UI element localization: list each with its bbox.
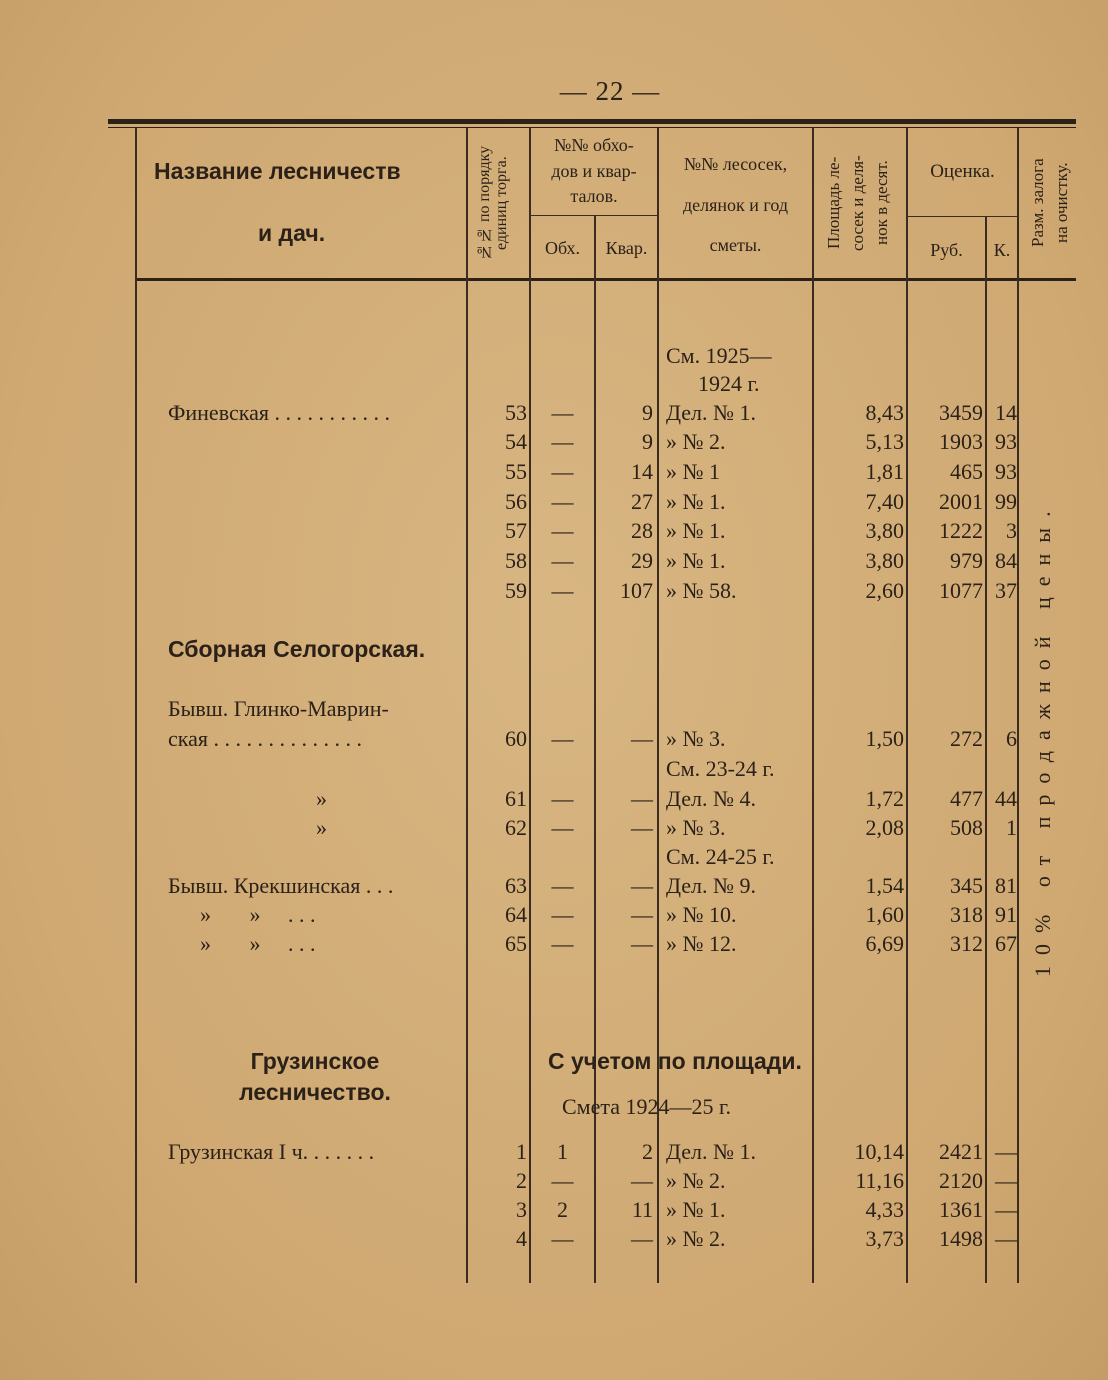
- col-divider-lesosek: [812, 128, 814, 1283]
- header-area-line3: нок в десят.: [872, 160, 891, 246]
- row-kvartal: —: [631, 873, 653, 898]
- row-rub: 272: [950, 726, 983, 751]
- header-rule: [136, 278, 1076, 281]
- row-kop: 93: [995, 429, 1017, 454]
- note-smeta-1924-25: Смета 1924—25 г.: [562, 1094, 732, 1119]
- header-subrule-ocenka: [908, 216, 1017, 217]
- row-lesoseka: » № 1.: [666, 489, 726, 514]
- zalog-value: 10% от продажной цены.: [1030, 500, 1055, 977]
- header-ocenka: Оценка.: [930, 161, 995, 182]
- row-rub: 345: [950, 873, 983, 898]
- row-kop: 44: [995, 786, 1017, 811]
- row-kop: 93: [995, 459, 1017, 484]
- row-rub: 1361: [939, 1197, 983, 1222]
- header-order-line2: единиц торга.: [493, 156, 510, 250]
- row-lesoseka: » № 58.: [666, 578, 737, 603]
- note-uchet-po-ploshchadi: С учетом по площади.: [548, 1048, 802, 1074]
- section-gruzinskaya-1: Грузинская I ч. . . . . . .: [168, 1139, 375, 1164]
- row-number: 56: [505, 489, 527, 514]
- note-smeta-24-25: См. 24-25 г.: [666, 844, 775, 869]
- row-area: 3,73: [865, 1226, 904, 1251]
- header-kvar: Квар.: [605, 238, 648, 258]
- header-name-line2: и дач.: [258, 220, 326, 246]
- row-kvartal: 29: [631, 548, 653, 573]
- table-border-left: [135, 128, 137, 1283]
- row-number: 4: [516, 1226, 527, 1251]
- row-obhod: —: [551, 548, 574, 573]
- row-obhod: —: [551, 902, 574, 927]
- row-number: 59: [505, 578, 527, 603]
- row-kop: —: [995, 1226, 1017, 1251]
- row-kop: 81: [995, 873, 1017, 898]
- header-name-line1: Название лесничеств: [154, 158, 401, 184]
- row-kop: 99: [995, 489, 1017, 514]
- row-obhod: —: [551, 400, 574, 425]
- row-lesoseka: » № 1.: [666, 548, 726, 573]
- row-kop: 37: [995, 578, 1017, 603]
- col-divider-kop: [1017, 128, 1019, 1283]
- section-krekshinskaya: Бывш. Крекшинская . . .: [168, 873, 394, 898]
- row-rub: 3459: [939, 400, 983, 425]
- row-area: 1,72: [865, 786, 904, 811]
- row-kvartal: 28: [631, 518, 653, 543]
- row-kvartal: 27: [631, 489, 653, 514]
- top-rule-thin: [108, 127, 1076, 128]
- row-obhod: —: [551, 459, 574, 484]
- section-ditto-62: »: [316, 815, 327, 840]
- row-kop: —: [995, 1139, 1017, 1164]
- row-number: 65: [505, 931, 527, 956]
- row-obhod: —: [551, 429, 574, 454]
- row-rub: 1222: [939, 518, 983, 543]
- header-lesosek-line3: сметы.: [709, 235, 762, 255]
- header-kop: К.: [993, 240, 1011, 260]
- row-area: 2,08: [865, 815, 904, 840]
- header-order: [476, 132, 522, 274]
- row-area: 5,13: [865, 429, 904, 454]
- row-rub: 465: [950, 459, 983, 484]
- row-obhod: —: [551, 1168, 574, 1193]
- row-kvartal: 9: [642, 429, 653, 454]
- row-kvartal: —: [631, 786, 653, 811]
- row-area: 6,69: [865, 931, 904, 956]
- row-number: 57: [505, 518, 527, 543]
- header-area-line2: сосек и деля-: [848, 155, 867, 251]
- row-area: 8,43: [865, 400, 904, 425]
- row-kvartal: —: [631, 931, 653, 956]
- row-rub: 508: [950, 815, 983, 840]
- row-area: 7,40: [865, 489, 904, 514]
- header-obhod-line1: №№ обхо-: [554, 135, 634, 155]
- row-lesoseka: » № 1.: [666, 518, 726, 543]
- row-rub: 1903: [939, 429, 983, 454]
- header-obhod-line2: дов и квар-: [551, 161, 637, 181]
- row-obhod: —: [551, 815, 574, 840]
- row-obhod: 2: [557, 1197, 568, 1222]
- row-kvartal: —: [631, 902, 653, 927]
- header-obhod-line3: талов.: [570, 186, 618, 206]
- row-lesoseka: Дел. № 9.: [666, 873, 757, 898]
- col-divider-name: [466, 128, 468, 1283]
- section-lesnichestvo: лесничество.: [239, 1079, 391, 1105]
- row-lesoseka: » № 3.: [666, 726, 726, 751]
- row-kvartal: 107: [620, 578, 653, 603]
- row-rub: 318: [950, 902, 983, 927]
- row-obhod: —: [551, 931, 574, 956]
- header-zalog-line1: Разм. залога: [1028, 158, 1047, 248]
- row-lesoseka: » № 1.: [666, 1197, 726, 1222]
- row-lesoseka: Дел. № 1.: [666, 1139, 757, 1164]
- row-obhod: —: [551, 518, 574, 543]
- row-lesoseka: » № 1: [666, 459, 720, 484]
- row-obhod: —: [551, 873, 574, 898]
- section-gruzinskoe: Грузинское: [250, 1048, 380, 1074]
- section-ditto-61: »: [316, 786, 327, 811]
- note-smeta-1925: См. 1925—: [666, 343, 772, 368]
- row-obhod: —: [551, 578, 574, 603]
- header-subrule-obhod: [531, 215, 657, 216]
- header-order-line1: №№ по порядку: [476, 145, 493, 261]
- row-obhod: —: [551, 786, 574, 811]
- row-number: 54: [505, 429, 527, 454]
- row-obhod: —: [551, 726, 574, 751]
- row-lesoseka: Дел. № 4.: [666, 786, 757, 811]
- row-number: 60: [505, 726, 527, 751]
- row-area: 10,14: [854, 1139, 904, 1164]
- row-lesoseka: » № 3.: [666, 815, 726, 840]
- row-kvartal: —: [631, 815, 653, 840]
- section-ditto-65: » » . . .: [200, 931, 316, 956]
- section-ditto-64: » » . . .: [200, 902, 316, 927]
- note-smeta-1924: 1924 г.: [698, 371, 760, 396]
- row-number: 1: [516, 1139, 527, 1164]
- row-number: 58: [505, 548, 527, 573]
- row-rub: 2421: [939, 1139, 983, 1164]
- row-kop: 91: [995, 902, 1017, 927]
- row-rub: 477: [950, 786, 983, 811]
- header-zalog-line2: на очистку.: [1052, 162, 1071, 244]
- row-rub: 1498: [939, 1226, 983, 1251]
- col-divider-order: [529, 128, 531, 1283]
- row-number: 61: [505, 786, 527, 811]
- row-rub: 312: [950, 931, 983, 956]
- row-lesoseka: Дел. № 1.: [666, 400, 757, 425]
- row-lesoseka: » № 12.: [666, 931, 737, 956]
- page-number: — 22 —: [559, 76, 661, 106]
- row-lesoseka: » № 2.: [666, 429, 726, 454]
- header-obh: Обх.: [545, 238, 580, 258]
- row-area: 3,80: [865, 548, 904, 573]
- row-kop: 14: [995, 400, 1017, 425]
- row-number: 63: [505, 873, 527, 898]
- row-number: 3: [516, 1197, 527, 1222]
- section-finevskaya: Финевская . . . . . . . . . . .: [168, 400, 390, 425]
- row-kvartal: 11: [631, 1197, 653, 1222]
- row-obhod: —: [551, 1226, 574, 1251]
- row-number: 62: [505, 815, 527, 840]
- row-rub: 2001: [939, 489, 983, 514]
- row-kop: 6: [1006, 726, 1017, 751]
- row-kop: —: [995, 1197, 1017, 1222]
- row-area: 1,54: [865, 873, 904, 898]
- row-obhod: 1: [557, 1139, 568, 1164]
- row-kvartal: —: [631, 1226, 653, 1251]
- header-lesosek-line1: №№ лесосек,: [683, 154, 788, 174]
- row-lesoseka: » № 10.: [666, 902, 737, 927]
- row-area: 11,16: [855, 1168, 904, 1193]
- row-number: 55: [505, 459, 527, 484]
- header-area: [822, 132, 900, 274]
- row-kvartal: 14: [631, 459, 653, 484]
- row-number: 2: [516, 1168, 527, 1193]
- note-smeta-23-24: См. 23-24 г.: [666, 756, 775, 781]
- header-zalog: [1026, 132, 1078, 274]
- row-rub: 2120: [939, 1168, 983, 1193]
- row-kop: 1: [1006, 815, 1017, 840]
- row-number: 64: [505, 902, 527, 927]
- row-kvartal: —: [631, 1168, 653, 1193]
- row-kvartal: 9: [642, 400, 653, 425]
- row-area: 2,60: [865, 578, 904, 603]
- row-kvartal: —: [631, 726, 653, 751]
- row-obhod: —: [551, 489, 574, 514]
- row-kvartal: 2: [642, 1139, 653, 1164]
- row-number: 53: [505, 400, 527, 425]
- section-glinko-line1: Бывш. Глинко-Маврин-: [168, 696, 389, 721]
- row-kop: 3: [1006, 518, 1017, 543]
- header-rub: Руб.: [930, 240, 963, 260]
- row-rub: 1077: [939, 578, 983, 603]
- row-lesoseka: » № 2.: [666, 1168, 726, 1193]
- row-area: 1,50: [865, 726, 904, 751]
- row-area: 3,80: [865, 518, 904, 543]
- row-kop: 84: [995, 548, 1017, 573]
- row-kop: 67: [995, 931, 1017, 956]
- section-sbornaya-selogorskaya: Сборная Селогорская.: [168, 636, 426, 662]
- top-rule: [108, 119, 1076, 124]
- row-kop: —: [995, 1168, 1017, 1193]
- row-area: 1,81: [865, 459, 904, 484]
- row-rub: 979: [950, 548, 983, 573]
- header-lesosek-line2: делянок и год: [683, 195, 788, 215]
- col-divider-area: [906, 128, 908, 1283]
- header-area-line1: Площадь ле-: [824, 156, 843, 250]
- section-glinko-line2: ская . . . . . . . . . . . . . .: [168, 726, 363, 751]
- row-lesoseka: » № 2.: [666, 1226, 726, 1251]
- row-area: 1,60: [865, 902, 904, 927]
- row-area: 4,33: [865, 1197, 904, 1222]
